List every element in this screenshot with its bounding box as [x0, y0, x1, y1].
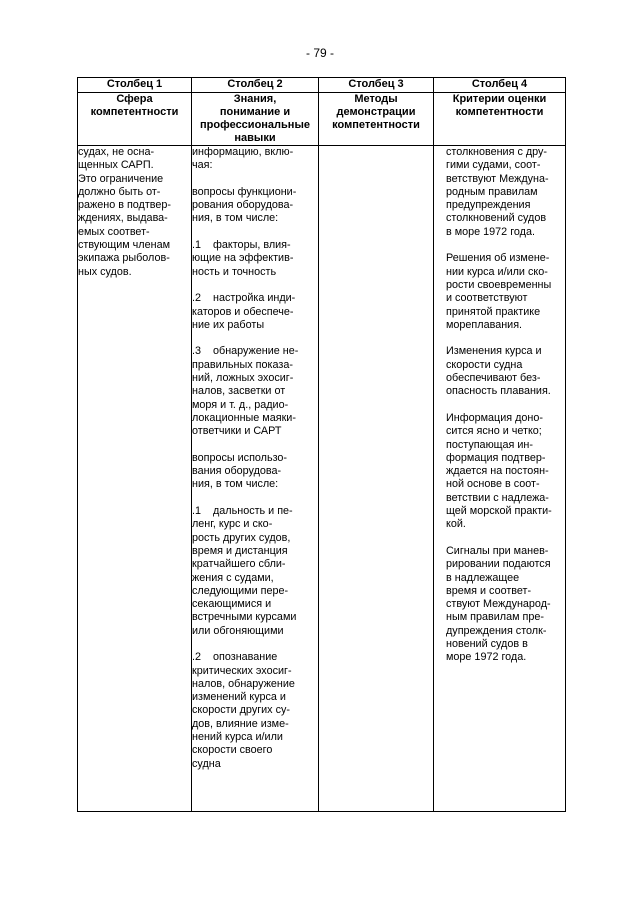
column-3-title — [319, 93, 434, 146]
paragraph-gap — [446, 532, 565, 545]
column-1-title — [78, 93, 192, 146]
column-3-heading: Столбец 3 — [319, 78, 434, 93]
table-body-row — [78, 146, 566, 812]
column-2-title-text: Знания, понимание и профессиональные навыки — [200, 93, 310, 144]
paragraph-gap — [192, 226, 318, 239]
table-header-row — [78, 78, 566, 93]
cell-paragraph: Изменения курса и скорости судна обеспечивают без- опасность плавания. — [446, 345, 551, 398]
column-1-cell — [78, 146, 192, 812]
paragraph-gap — [446, 239, 565, 252]
paragraph-gap — [192, 279, 318, 292]
cell-paragraph: .2 опознавание критических эхосиг- налов, обнаружение изменений курса и скорости других су- дов, влияние изме- нений курса и/или скорости своего судна — [192, 651, 295, 770]
paragraph-gap — [192, 638, 318, 651]
column-4-heading: Столбец 4 — [434, 78, 566, 93]
column-4-title-text: Критерии оценки компетентности — [452, 93, 547, 118]
cell-paragraph: Решения об измене- нии курса и/или ско- рости своевременны и соответствуют принятой практике мореплавания. — [446, 252, 552, 331]
cell-paragraph: .1 факторы, влия- ющие на эффектив- ность и точность — [192, 239, 294, 278]
table-subheader-row — [78, 93, 566, 146]
cell-paragraph: вопросы функциони- рования оборудова- ния, в том числе: — [192, 185, 297, 225]
paragraph-gap — [192, 492, 318, 505]
column-1-title-text: Сфера компетентности — [90, 93, 179, 118]
column-2-heading: Столбец 2 — [192, 78, 319, 93]
column-2-title — [192, 93, 319, 146]
paragraph-gap — [192, 439, 318, 452]
cell-paragraph: .1 дальность и пе- ленг, курс и ско- рость других судов, время и дистанция кратчайшего сбли- жения с судами, следующими пере- секающимися и встречными курсами или обгоняющими — [192, 505, 297, 637]
page-number: - 79 - — [305, 46, 334, 60]
cell-paragraph: столкновения с дру- гими судами, соот- ветствуют Междуна- родным правилам предупреждения столкновений судов в море 1972 года. — [446, 146, 549, 238]
paragraph-gap — [446, 399, 565, 412]
column-2-cell — [192, 146, 319, 812]
cell-paragraph: Информация доно- сится ясно и четко; поступающая ин- формация подтвер- ждается на постоян- ной основе в соот- ветствии с надлежа- щей морской практи- кой. — [446, 411, 552, 531]
paragraph-gap — [192, 173, 318, 186]
cell-paragraph: .2 настройка инди- каторов и обеспече- ние их работы — [192, 292, 296, 331]
column-4-cell — [434, 146, 566, 812]
cell-paragraph: информацию, вклю- чая: — [192, 146, 294, 172]
column-3-title-text: Методы демонстрации компетентности — [332, 93, 420, 131]
column-1-heading: Столбец 1 — [78, 78, 192, 93]
paragraph-gap — [192, 332, 318, 345]
competence-table — [77, 77, 566, 812]
column-3-cell — [319, 146, 434, 812]
cell-paragraph: Сигналы при манев- рировании подаются в надлежащее время и соответ- ствуют Международ- ным правилам пре- дупреждения столк- новений судов в море 1972 года. — [446, 544, 551, 664]
column-4-title — [434, 93, 566, 146]
paragraph-gap — [446, 332, 565, 345]
cell-paragraph: вопросы использо- вания оборудова- ния, в том числе: — [192, 451, 288, 491]
cell-paragraph: .3 обнаружение не- правильных показа- ний, ложных эхосиг- налов, засветки от моря и т. д., радио- локационные маяки- ответчики и САРТ — [192, 345, 299, 438]
cell-paragraph: судах, не осна- щенных САРП. Это ограничение должно быть от- ражено в подтвер- ждениях, выдава- емых соответ- ствующим членам экипажа рыболов- ных судов. — [78, 146, 172, 278]
